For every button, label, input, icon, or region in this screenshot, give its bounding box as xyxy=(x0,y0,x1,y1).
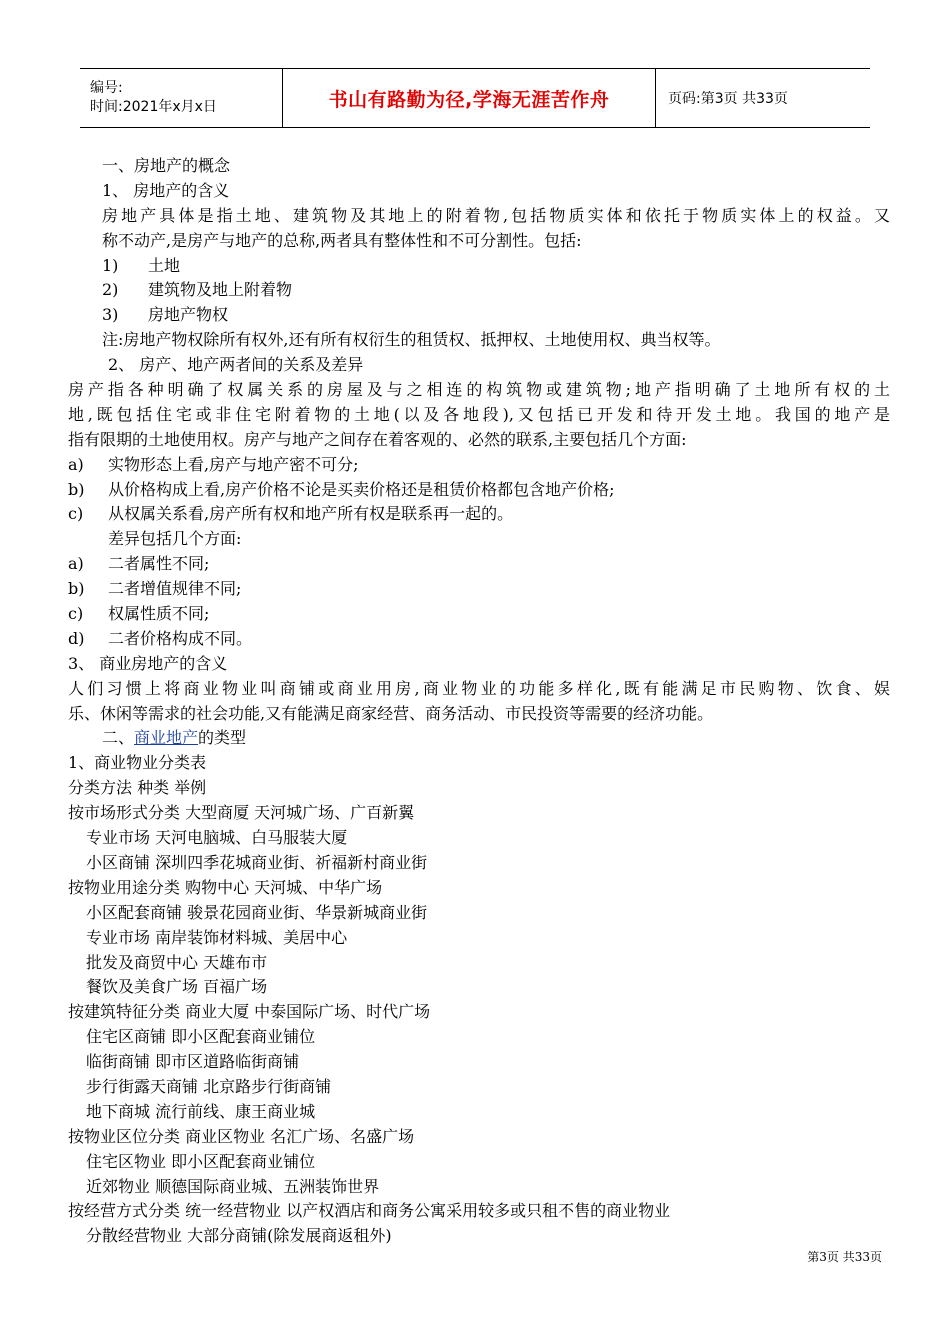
table-row: 小区商铺 深圳四季花城商业街、祈福新村商业街 xyxy=(86,852,428,872)
list-item-number: c) xyxy=(68,604,84,624)
list-item xyxy=(68,627,890,652)
list-item-number: a) xyxy=(68,554,84,574)
list-item-number: d) xyxy=(68,628,85,648)
table-row: 步行街露天商铺 北京路步行街商铺 xyxy=(86,1076,332,1096)
list-item-number: 1) xyxy=(102,255,119,275)
table-row: 住宅区商铺 即小区配套商业铺位 xyxy=(86,1027,316,1047)
table-row: 专业市场 天河电脑城、白马服装大厦 xyxy=(86,828,348,848)
list-item-text: 房地产物权 xyxy=(148,305,229,325)
section-2-title xyxy=(68,726,890,751)
list-item-text: 权属性质不同; xyxy=(108,604,210,624)
list-item xyxy=(68,278,890,303)
header-page-number: 页码:第3页 共33页 xyxy=(668,91,788,107)
section-1-heading-3: 3、 商业房地产的含义 xyxy=(68,653,228,673)
list-item-text: 二者属性不同; xyxy=(108,554,210,574)
table-row: 地下商城 流行前线、康王商业城 xyxy=(86,1101,316,1121)
header-meta xyxy=(80,69,282,127)
table-row: 小区配套商铺 骏景花园商业街、华景新城商业街 xyxy=(86,902,428,922)
header-motto-cell xyxy=(282,69,656,127)
list-item xyxy=(68,303,890,328)
section-2-title-suffix: 的类型 xyxy=(198,728,247,748)
list-item-number: b) xyxy=(68,579,85,599)
section-1-heading-1: 1、 房地产的含义 xyxy=(102,180,230,200)
page-footer: 第3页 共33页 xyxy=(807,1250,882,1264)
list-item xyxy=(68,478,890,503)
table-row: 近郊物业 顺德国际商业城、五洲装饰世界 xyxy=(86,1176,380,1196)
table-row: 按物业用途分类 购物中心 天河城、中华广场 xyxy=(68,877,383,897)
paragraph-line: 地,既包括住宅或非住宅附着物的土地(以及各地段),又包括已开发和待开发土地。我国的地产是 xyxy=(68,404,890,424)
note-text: 注:房地产物权除所有权外,还有所有权衍生的租赁权、抵押权、土地使用权、典当权等。 xyxy=(102,330,721,350)
table-row: 按市场形式分类 大型商厦 天河城广场、广百新翼 xyxy=(68,803,415,823)
table-row: 住宅区物业 即小区配套商业铺位 xyxy=(86,1151,316,1171)
table-row: 分散经营物业 大部分商铺(除发展商返租外) xyxy=(86,1226,392,1246)
section-1-heading-2: 2、 房产、地产两者间的关系及差异 xyxy=(108,355,364,375)
list-item-text: 二者增值规律不同; xyxy=(108,579,242,599)
list-item-number: b) xyxy=(68,479,85,499)
list-item-text: 从权属关系看,房产所有权和地产所有权是联系再一起的。 xyxy=(108,504,514,524)
list-item xyxy=(68,602,890,627)
document-body xyxy=(68,154,890,1249)
doc-number-label: 编号: xyxy=(90,80,123,96)
table-row: 批发及商贸中心 天雄布市 xyxy=(86,952,268,972)
list-item-number: 3) xyxy=(102,305,119,325)
list-item-number: 2) xyxy=(102,280,119,300)
list-item xyxy=(68,502,890,527)
table-row: 按经营方式分类 统一经营物业 以产权酒店和商务公寓采用较多或只租不售的商业物业 xyxy=(68,1201,671,1221)
paragraph-line: 房地产具体是指土地、建筑物及其地上的附着物,包括物质实体和依托于物质实体上的权益。又 xyxy=(102,205,890,225)
paragraph-line: 称不动产,是房产与地产的总称,两者具有整体性和不可分割性。包括: xyxy=(102,230,582,250)
paragraph-line: 指有限期的土地使用权。房产与地产之间存在着客观的、必然的联系,主要包括几个方面: xyxy=(68,429,687,449)
differences-intro: 差异包括几个方面: xyxy=(108,529,242,549)
table-row: 专业市场 南岸装饰材料城、美居中心 xyxy=(86,927,348,947)
list-item-text: 从价格构成上看,房产价格不论是买卖价格还是租赁价格都包含地产价格; xyxy=(108,479,615,499)
doc-time-label: 时间:2021年x月x日 xyxy=(90,99,217,115)
header-page-cell xyxy=(656,69,870,127)
page-header xyxy=(80,68,870,128)
section-2-title-prefix: 二、 xyxy=(102,728,135,748)
table-title: 1、商业物业分类表 xyxy=(68,753,207,773)
list-item-text: 实物形态上看,房产与地产密不可分; xyxy=(108,454,359,474)
list-item-text: 二者价格构成不同。 xyxy=(108,628,253,648)
table-row: 按物业区位分类 商业区物业 名汇广场、名盛广场 xyxy=(68,1126,415,1146)
list-item-text: 建筑物及地上附着物 xyxy=(148,280,293,300)
list-item-number: c) xyxy=(68,504,84,524)
list-item xyxy=(68,453,890,478)
list-item xyxy=(68,552,890,577)
list-item xyxy=(68,254,890,279)
header-motto: 书山有路勤为径,学海无涯苦作舟 xyxy=(328,88,610,111)
list-item xyxy=(68,577,890,602)
list-item-text: 土地 xyxy=(148,255,181,275)
commercial-real-estate-link[interactable]: 商业地产 xyxy=(134,728,199,748)
table-row: 按建筑特征分类 商业大厦 中泰国际广场、时代广场 xyxy=(68,1002,431,1022)
table-row: 分类方法 种类 举例 xyxy=(68,778,207,798)
paragraph-line: 人们习惯上将商业物业叫商铺或商业用房,商业物业的功能多样化,既有能满足市民购物、饮食、娱 xyxy=(68,678,890,698)
section-1-title: 一、房地产的概念 xyxy=(102,156,231,175)
table-row: 临街商铺 即市区道路临街商铺 xyxy=(86,1052,300,1072)
list-item-number: a) xyxy=(68,454,84,474)
paragraph-line: 乐、休闲等需求的社会功能,又有能满足商家经营、商务活动、市民投资等需要的经济功能。 xyxy=(68,703,714,723)
table-row: 餐饮及美食广场 百福广场 xyxy=(86,977,268,997)
paragraph-line: 房产指各种明确了权属关系的房屋及与之相连的构筑物或建筑物;地产指明确了土地所有权的土 xyxy=(68,380,890,400)
